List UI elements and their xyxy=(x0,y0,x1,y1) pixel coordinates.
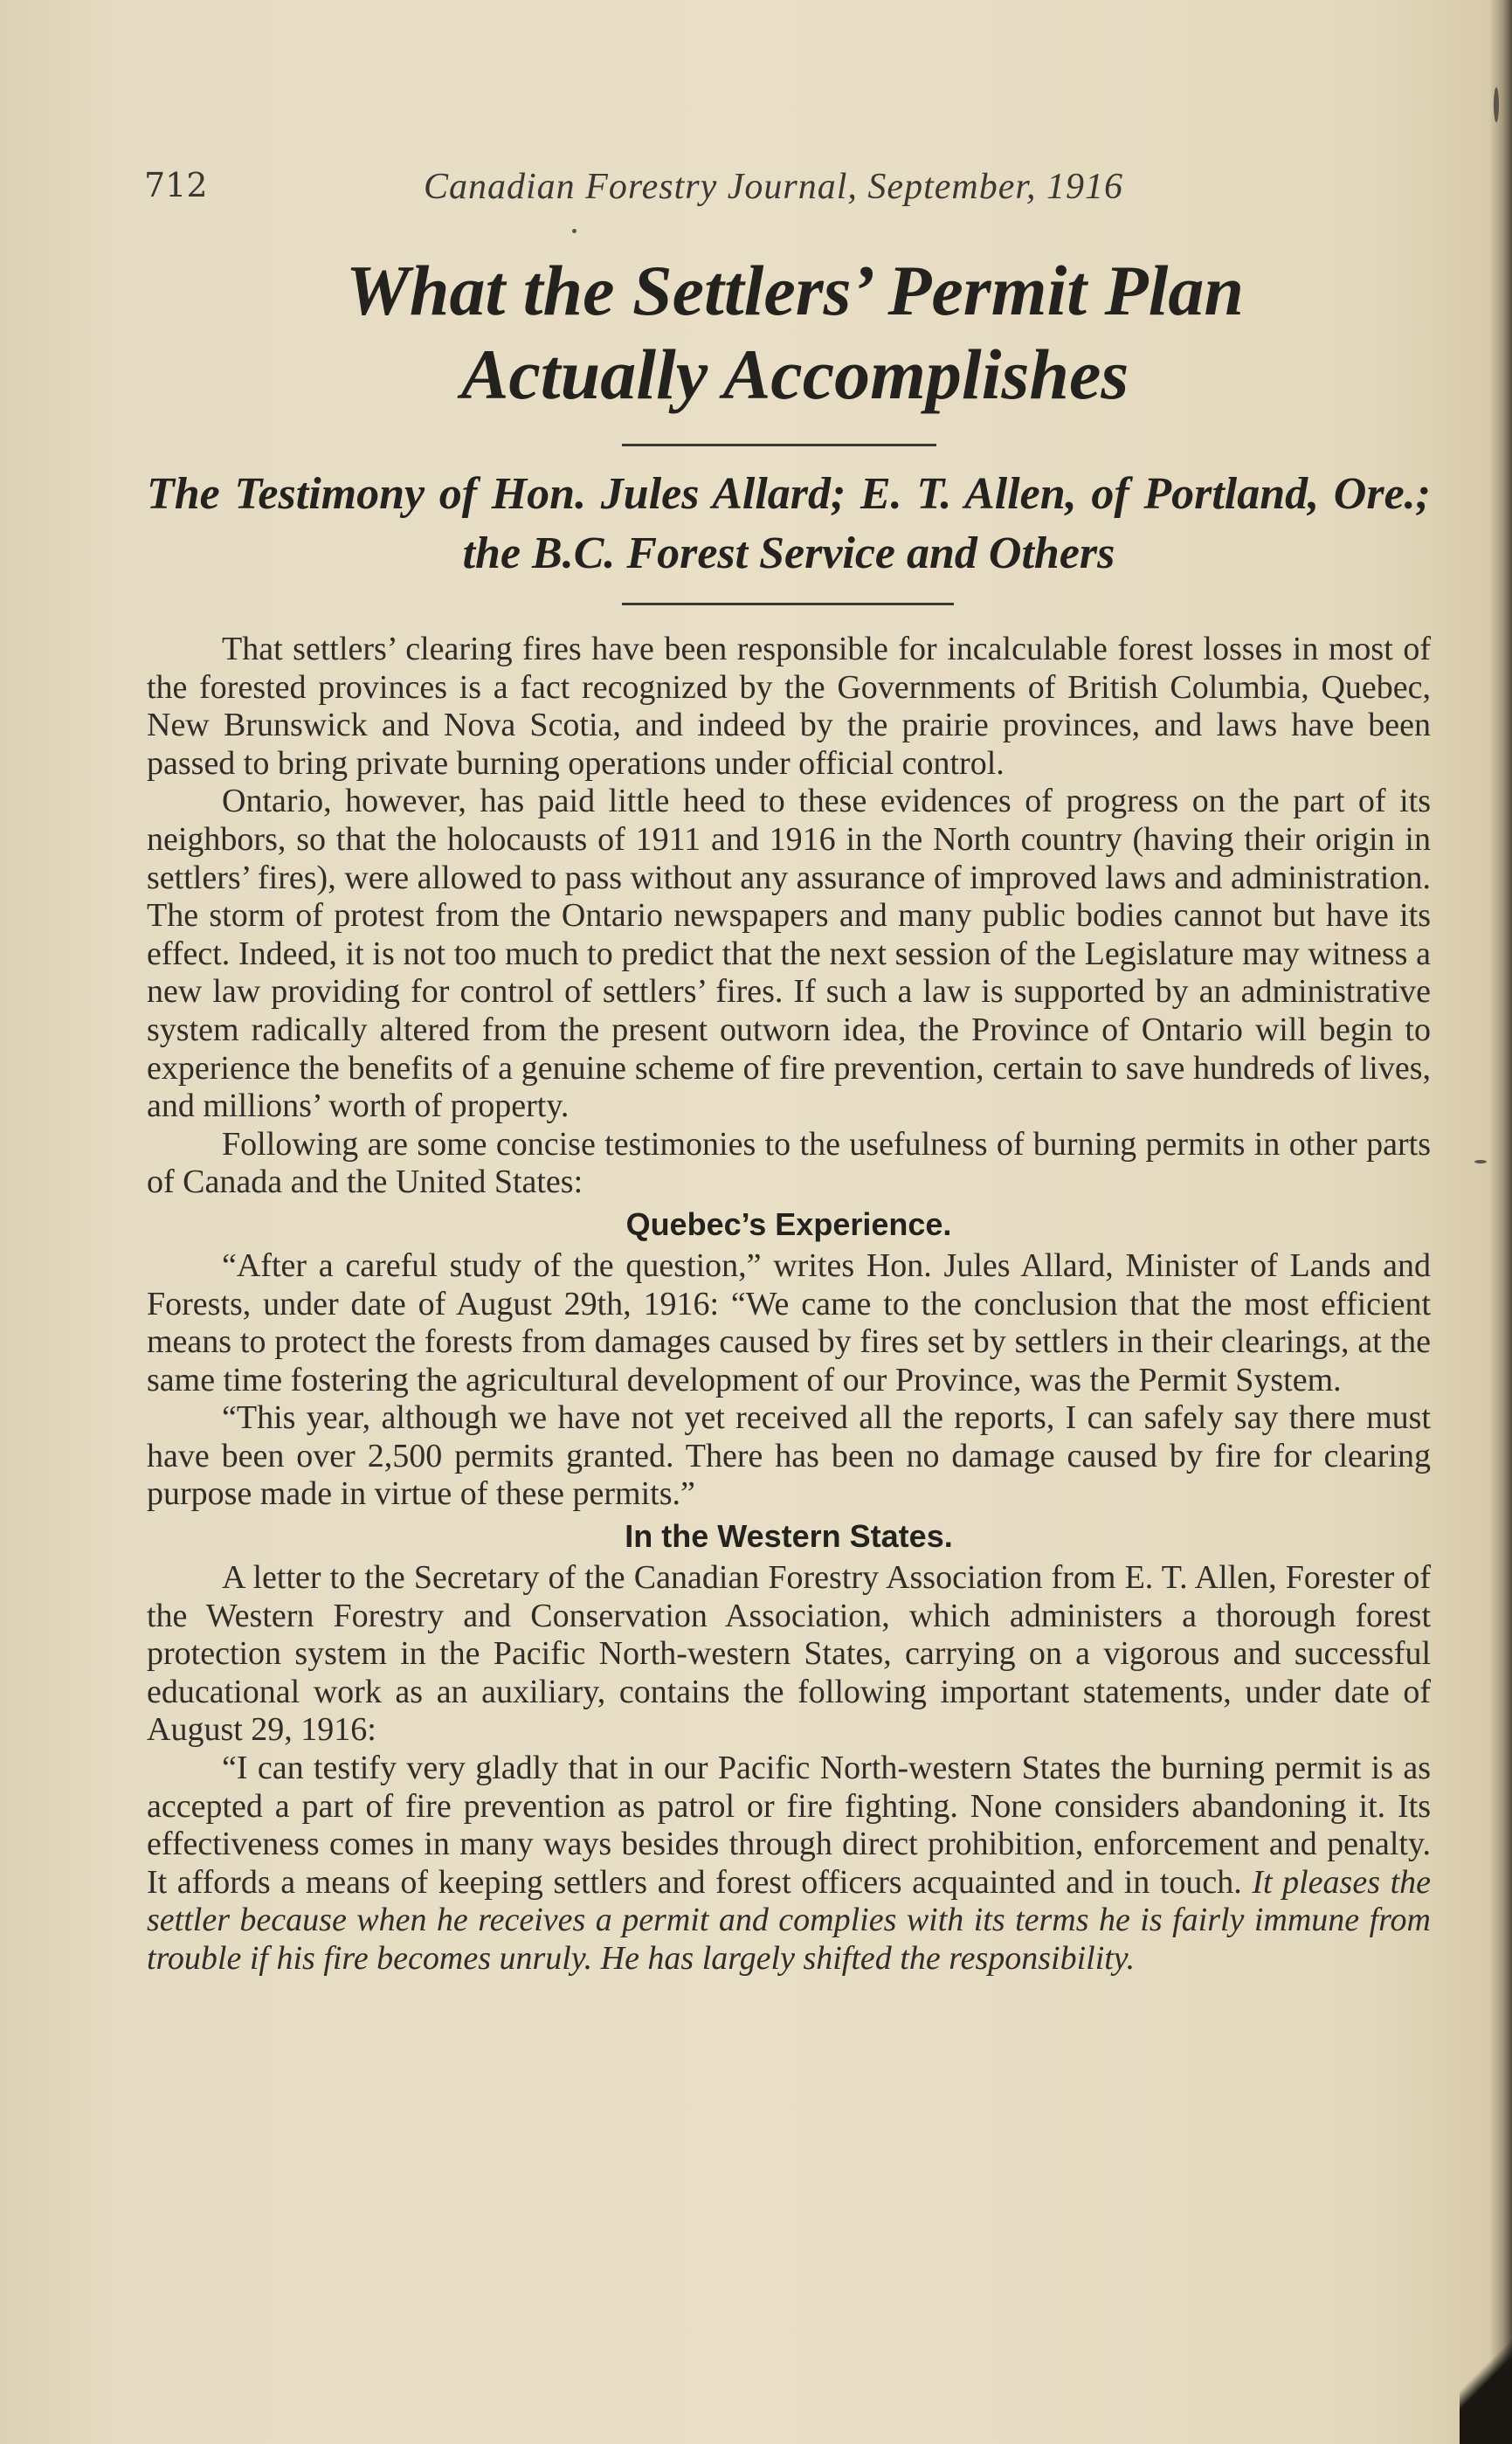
title-divider xyxy=(622,444,936,446)
article-title-line-1: What the Settlers’ Permit Plan xyxy=(345,251,1245,330)
paragraph-4: “After a careful study of the question,” writes Hon. Jules Allard, Minister of Lands and Forests, under date of August 29th, 1916: “We came to the conclusion that the most efficient means to protect the forests from damages caused by fires set by settlers in their clearings, at the same time fostering the agricultural development of our Province, was the Permit System. xyxy=(147,1246,1431,1398)
paragraph-6: A letter to the Secretary of the Canadian Forestry Association from E. T. Allen, Forester of the Western Forestry and Conservation Association, which administers a thorough forest protection system in the Pacific North-western States, carrying on a vigorous and successful educational work as an auxiliary, contains the following important statements, under date of August 29, 1916: xyxy=(147,1559,1431,1749)
article-title-line-2: Actually Accomplishes xyxy=(460,335,1129,414)
page-header xyxy=(144,166,1157,210)
page-number: 712 xyxy=(144,166,208,204)
paragraph-5: “This year, although we have not yet received all the reports, I can safely say there must have been over 2,500 permits granted. There has been no damage caused by fire for clearing purpose made in virtue of these permits.” xyxy=(147,1399,1431,1513)
paragraph-7-italic: It pleases the settler because when he receives a permit and complies with its terms he is fairly immune from trouble if his fire becomes unruly. He has largely shifted the responsibility. xyxy=(147,1863,1431,1977)
page-corner-shadow xyxy=(1460,2304,1512,2444)
section-heading-western-states: In the Western States. xyxy=(625,1518,953,1555)
section-heading-quebec: Quebec’s Experience. xyxy=(625,1205,952,1242)
article-subtitle: The Testimony of Hon. Jules Allard; E. T. Allen, of Portland, Ore.; the B.C. Forest Service and Others xyxy=(147,469,1431,578)
article-title xyxy=(140,249,1450,417)
paragraph-2: Ontario, however, has paid little heed to these evidences of progress on the part of its neighbors, so that the holocausts of 1911 and 1916 in the North country (having their origin in settlers’ fires), were allowed to pass without any assurance of improved laws and administration. The storm of protest from the Ontario newspapers and many public bodies cannot but have its effect. Indeed, it is not too much to predict that the next session of the Legislature may witness a new law providing for control of settlers’ fires. If such a law is supported by an administrative system radically altered from the present outworn idea, the Province of Ontario will begin to experience the benefits of a genuine scheme of fire prevention, certain to save hundreds of lives, and millions’ worth of property. xyxy=(147,783,1431,1125)
page-edge-shadow xyxy=(1489,0,1512,2444)
paragraph-7 xyxy=(147,1750,1431,1978)
running-head: Canadian Forestry Journal, September, 1916 xyxy=(424,167,1124,207)
paragraph-7-plain: “I can testify very gladly that in our Pacific North-western States the burning permit is as accepted a part of fire prevention as patrol or fire fighting. None considers abandoning it. Its effectiveness comes in many ways besides through direct prohibition, enforcement and penalty. It affords a means of keeping settlers and forest officers acquainted and in touch. xyxy=(147,1750,1431,1901)
paragraph-1: That settlers’ clearing fires have been responsible for incalculable forest losses in most of the forested provinces is a fact recognized by the Governments of British Columbia, Quebec, New Brunswick and Nova Scotia, and indeed by the prairie provinces, and laws have been passed to bring private burning operations under official control. xyxy=(147,631,1431,782)
paragraph-3: Following are some concise testimonies to the usefulness of burning permits in other parts of Canada and the United States: xyxy=(147,1125,1431,1201)
article-body xyxy=(147,631,1431,1978)
subtitle-divider xyxy=(622,603,954,605)
